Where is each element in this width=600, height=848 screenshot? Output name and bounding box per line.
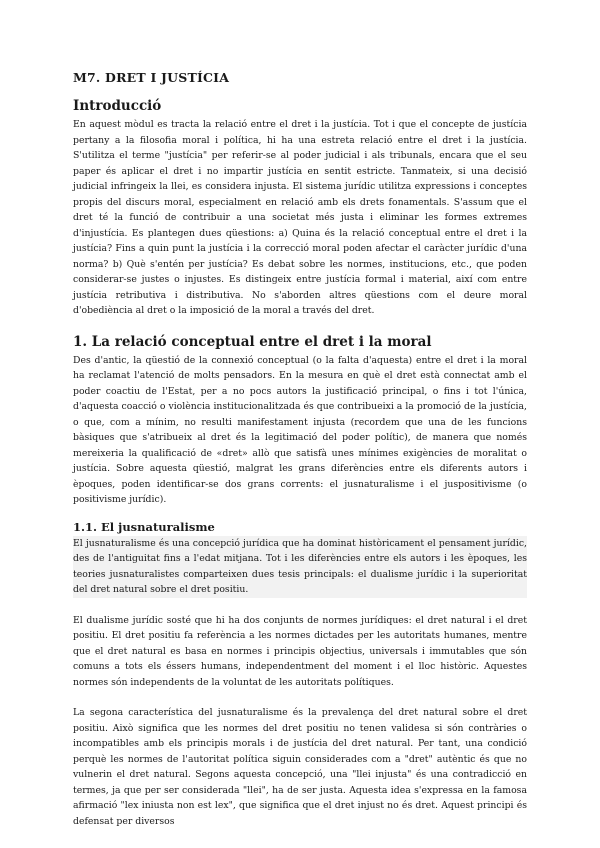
section-1-heading: 1. La relació conceptual entre el dret i la moral bbox=[73, 333, 432, 350]
section-1-1-paragraph-1: El jusnaturalisme és una concepció jurídica que ha dominat històricament el pensament jurídic, des de l'antiguitat fins a l'edat mitjana. Tot i les diferències entre els autors i les èpoques, les teories jusnaturalistes comparteixen dues tesis principals: el dualisme jurídic i la superioritat del dret natural sobre el dret positiu. bbox=[73, 536, 527, 598]
section-1-1-heading: 1.1. El jusnaturalisme bbox=[73, 519, 215, 534]
section-1-1-paragraph-3: La segona característica del jusnaturalisme és la prevalença del dret natural sobre el dret positiu. Això significa que les normes del dret positiu no tenen validesa si són contràries o incompatibles amb els principis morals i de justícia del dret natural. Per tant, una condició perquè les normes de l'autoritat política siguin considerades com a "dret" autèntic és que no vulnerin el dret natural. Segons aquesta concepció, una "llei injusta" és una contradicció en termes, ja que per ser considerada "llei", ha de ser justa. Aquesta idea s'expressa en la famosa afirmació "lex iniusta non est lex", que significa que el dret injust no és dret. Aquest principi és defensat per diversos bbox=[73, 707, 527, 827]
section-1-paragraph: Des d'antic, la qüestió de la connexió conceptual (o la falta d'aquesta) entre el dret i la moral ha reclamat l'atenció de molts pensadors. En la mesura en què el dret està connectat amb el poder coactiu de l'Estat, per a no pocs autors la justificació principal, o fins i tot l'única, d'aquesta coacció o violència institucionalitzada és que contribueixi a la promoció de la justícia, o que, com a mínim, no resulti manifestament injusta (recordem que una de les funcions bàsiques que s'atribueix al dret és la legitimació del poder polític), de manera que només mereixeria la qualificació de «dret» allò que satisfà unes mínimes exigències de moralitat o justícia. Sobre aquesta qüestió, malgrat les grans diferències entre els diferents autors i èpoques, poden identificar-se dos grans corrents: el jusnaturalisme i el juspositivisme (o positivisme jurídic). bbox=[73, 354, 527, 505]
intro-paragraph: En aquest mòdul es tracta la relació entre el dret i la justícia. Tot i que el concepte de justícia pertany a la filosofia moral i política, hi ha una estreta relació entre el dret i la justícia. S'utilitza el terme "justícia" per referir-se al poder judicial i als tribunals, encara que el seu paper és aplicar el dret i no impartir justícia en sentit estricte. Tanmateix, si una decisió judicial infringeix la llei, es considera injusta. El sistema jurídic utilitza expressions i conceptes propis del discurs moral, especialment en relació amb els drets fonamentals. S'assum que el dret té la funció de contribuir a una societat més justa i eliminar les formes extremes d'injustícia. Es plantegen dues qüestions: a) Quina és la relació conceptual entre el dret i la justícia? Fins a quin punt la justícia i la correcció moral poden afectar el caràcter jurídic d'una norma? b) Què s'entén per justícia? Es debat sobre les normes, institucions, etc., que poden considerar-se justes o injustes. Es distingeix entre justícia formal i material, així com entre justícia retributiva i distributiva. No s'aborden altres qüestions com el deure moral d'obediència al dret o la imposició de la moral a través del dret. bbox=[73, 119, 527, 316]
intro-heading: Introducció bbox=[73, 98, 162, 114]
document-page bbox=[73, 70, 527, 829]
section-1-1-paragraph-2: El dualisme jurídic sosté que hi ha dos conjunts de normes jurídiques: el dret natural i el dret positiu. El dret positiu fa referència a les normes dictades per les autoritats humanes, mentre que el dret natural es basa en normes i principis objectius, universals i immutables que són comuns a tots els éssers humans, independentment del moment i el lloc històric. Aquestes normes són independents de la voluntat de les autoritats polítiques. bbox=[73, 614, 527, 688]
document-title: M7. DRET I JUSTÍCIA bbox=[73, 70, 230, 85]
